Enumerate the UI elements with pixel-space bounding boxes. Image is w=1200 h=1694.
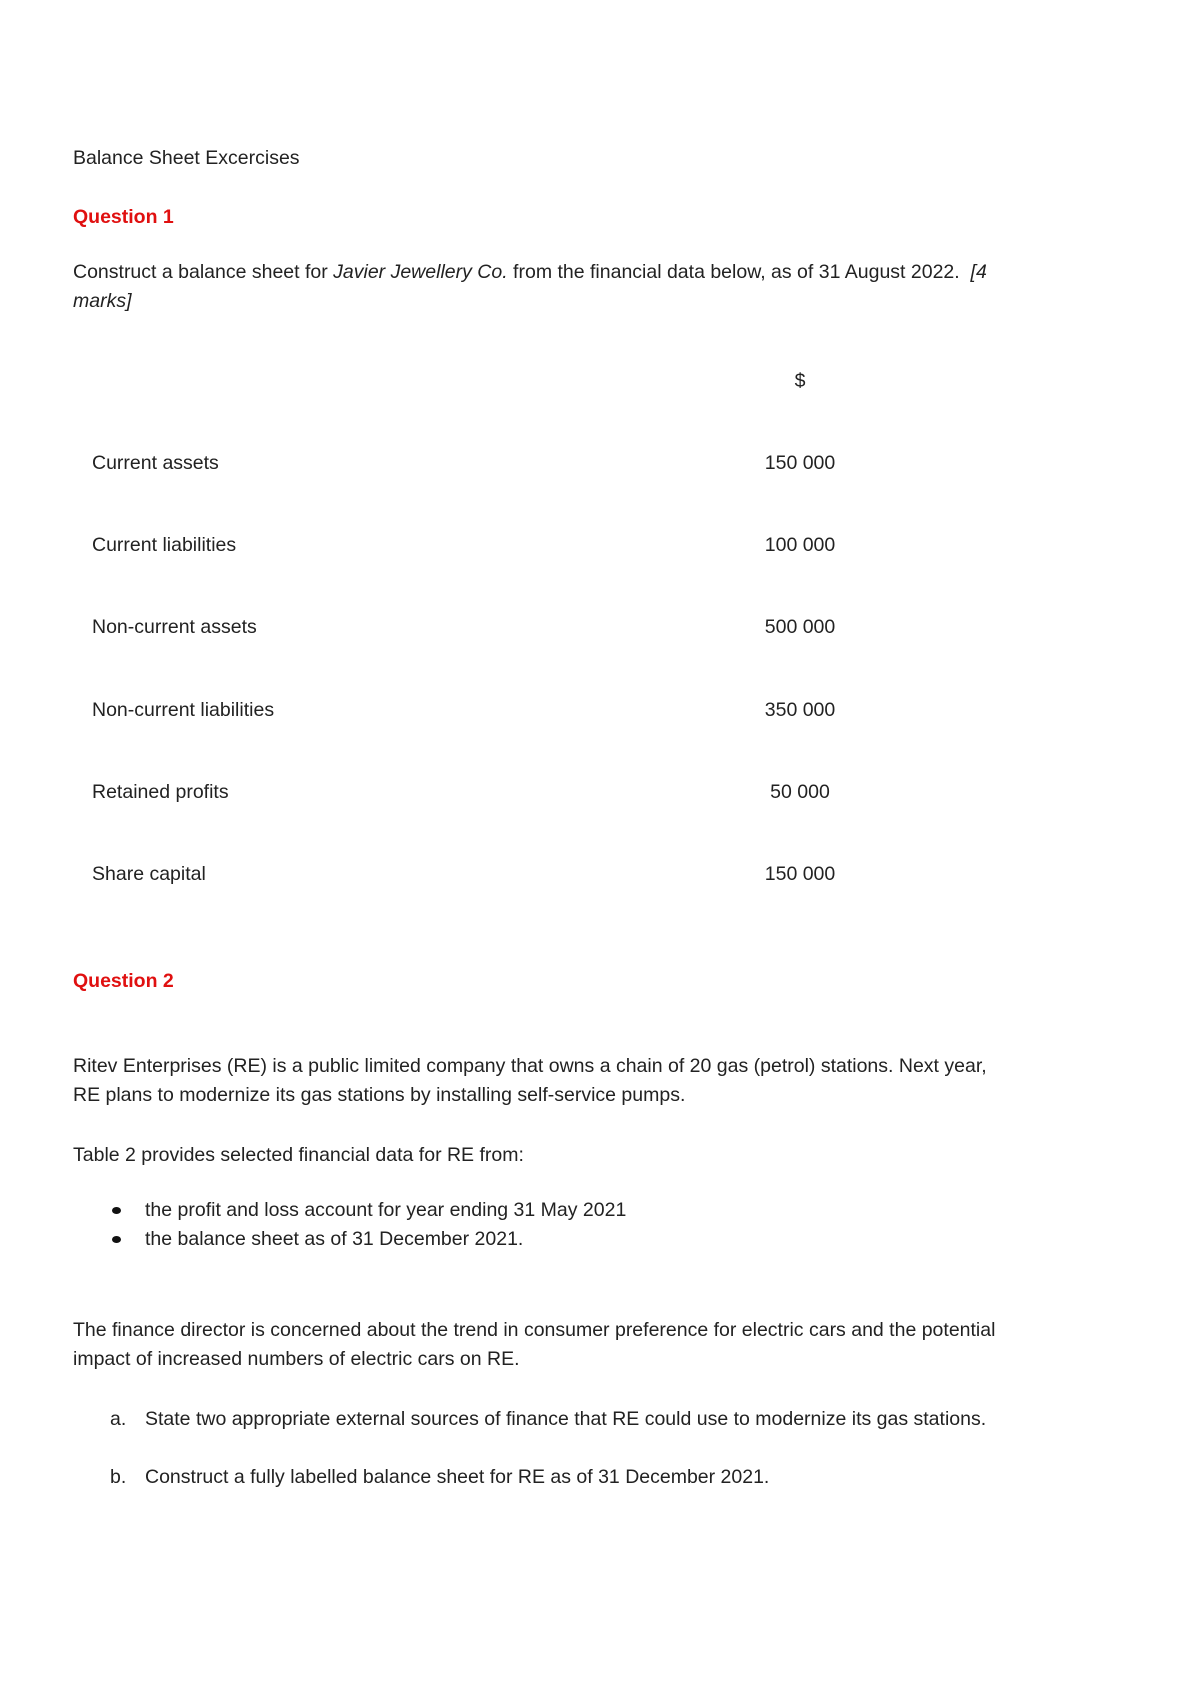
currency-header: $ (794, 370, 806, 392)
concern-line-2: impact of increased numbers of electric cars on RE. (73, 1348, 520, 1370)
list-item-text: the balance sheet as of 31 December 2021. (145, 1228, 524, 1250)
list-item (73, 1196, 1073, 1225)
document-title: Balance Sheet Excercises (73, 147, 300, 169)
row-label: Current liabilities (92, 534, 237, 556)
question-2-heading: Question 2 (73, 970, 174, 992)
bullet-list (73, 1196, 1073, 1254)
row-label: Share capital (92, 863, 206, 885)
row-label: Non-current assets (92, 616, 257, 638)
sub-question-marker: a. (110, 1408, 127, 1430)
question-2-intro-line-1: Ritev Enterprises (RE) is a public limited company that owns a chain of 20 gas (petrol) stations. Next year, (73, 1055, 987, 1077)
bullet-icon (112, 1207, 121, 1214)
sub-question-text: Construct a fully labelled balance sheet for RE as of 31 December 2021. (145, 1466, 770, 1488)
marks-label: [4 (970, 261, 987, 283)
row-label: Retained profits (92, 781, 229, 803)
question-1-prompt (73, 258, 987, 287)
prompt-text-end: from the financial data below, as of 31 August 2022. (507, 261, 960, 283)
bullet-icon (112, 1236, 121, 1243)
row-value: 50 000 (770, 781, 830, 803)
row-value: 350 000 (764, 699, 836, 721)
company-name: Javier Jewellery Co. (333, 261, 508, 283)
list-item (73, 1225, 1073, 1254)
row-label: Non-current liabilities (92, 699, 275, 721)
question-2-intro-line-2: RE plans to modernize its gas stations by installing self-service pumps. (73, 1084, 686, 1106)
row-value: 150 000 (764, 863, 836, 885)
row-value: 500 000 (764, 616, 836, 638)
sub-question-marker: b. (110, 1466, 127, 1488)
sub-question-text: State two appropriate external sources of finance that RE could use to modernize its gas stations. (145, 1408, 987, 1430)
question-1-heading: Question 1 (73, 206, 174, 228)
row-label: Current assets (92, 452, 219, 474)
table-intro: Table 2 provides selected financial data for RE from: (73, 1144, 524, 1166)
list-item-text: the profit and loss account for year ending 31 May 2021 (145, 1199, 627, 1221)
concern-line-1: The finance director is concerned about the trend in consumer preference for electric cars and the potential (73, 1319, 996, 1341)
row-value: 150 000 (764, 452, 836, 474)
marks-label-continued: marks] (73, 290, 132, 312)
prompt-text: Construct a balance sheet for (73, 261, 334, 283)
row-value: 100 000 (764, 534, 836, 556)
